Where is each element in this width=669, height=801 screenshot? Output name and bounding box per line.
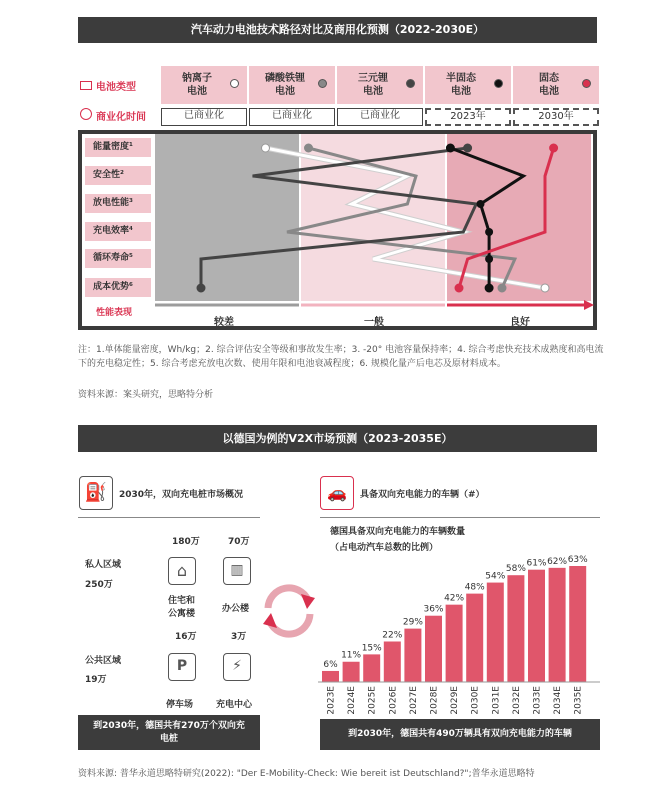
office-building-icon: ▥ (223, 557, 251, 585)
chart-subtitle-1: 德国具备双向充电能力的车辆数量 (330, 527, 466, 537)
battery-header-0: 钠离子 电池 (161, 66, 247, 104)
residential-top-value: 180万 (172, 537, 200, 547)
scale-poor: 较差 (214, 317, 234, 328)
category-label-2031E: 2031E (491, 686, 502, 715)
section1-title: 汽车动力电池技术路径对比及商用化预测（2022-2030E） (78, 17, 597, 43)
category-label-2028E: 2028E (429, 686, 440, 715)
charging-pile-icon: ⛽ (79, 476, 113, 510)
private-value: 250万 (85, 580, 113, 590)
bar-2026E (384, 641, 401, 682)
battery-type-label: 电池类型 (96, 82, 136, 93)
bar-label-2024E: 11% (341, 650, 362, 661)
chart-subtitle-2: （占电动汽车总数的比例） (330, 543, 439, 553)
house-icon: ⌂ (168, 557, 196, 585)
commercial-time-0: 已商业化 (161, 108, 247, 126)
bar-label-2033E: 61% (526, 558, 547, 569)
office-bottom-value: 3万 (231, 632, 247, 642)
performance-label: 性能表现 (96, 308, 133, 318)
category-label-2025E: 2025E (367, 686, 378, 715)
bar-2033E (528, 570, 545, 682)
charging-center-label: 充电中心 (216, 700, 253, 710)
criterion-3: 充电效率⁴ (85, 222, 151, 241)
office-top-value: 70万 (228, 537, 250, 547)
scale-average: 一般 (364, 317, 384, 328)
bar-2031E (487, 583, 504, 682)
commercial-time-3: 2023年 (425, 108, 511, 126)
bar-label-2034E: 62% (547, 556, 568, 567)
battery-header-4: 固态 电池 (513, 66, 599, 104)
bar-label-2035E: 63% (567, 555, 588, 565)
charging-center-icon: ⚡ (223, 653, 251, 681)
bar-label-2029E: 42% (444, 593, 465, 604)
right-footer: 到2030年，德国共有490万辆具有双向充电能力的车辆 (320, 719, 600, 750)
criterion-2: 放电性能³ (85, 194, 151, 213)
category-label-2030E: 2030E (470, 686, 481, 715)
criterion-0: 能量密度¹ (85, 138, 151, 157)
commercial-time-4: 2030年 (513, 108, 599, 126)
bar-2030E (466, 594, 483, 682)
category-label-2029E: 2029E (450, 686, 461, 715)
criterion-4: 循环寿命⁵ (85, 249, 151, 268)
left-footer: 到2030年，德国共有270万个双向充电桩 (78, 715, 260, 750)
bar-label-2030E: 48% (464, 582, 485, 593)
bar-2028E (425, 616, 442, 682)
bar-label-2023E: 6% (323, 659, 338, 670)
bar-2034E (549, 568, 566, 682)
public-value: 19万 (85, 675, 107, 685)
bar-2025E (363, 654, 380, 682)
bar-2035E (569, 566, 586, 682)
bar-2024E (343, 662, 360, 682)
ev-charging-icon: 🚗 (320, 476, 354, 510)
commercial-time-2: 已商业化 (337, 108, 423, 126)
public-label: 公共区域 (85, 656, 122, 666)
criterion-1: 安全性² (85, 166, 151, 185)
bar-label-2032E: 58% (505, 564, 526, 575)
right-panel-title: 具备双向充电能力的车辆（#） (360, 490, 485, 500)
section2-title: 以德国为例的V2X市场预测（2023-2035E） (78, 425, 597, 452)
parking-label: 停车场 (166, 700, 194, 710)
category-label-2024E: 2024E (347, 686, 358, 715)
bar-label-2026E: 22% (382, 630, 403, 641)
parking-icon: P (168, 653, 196, 681)
criterion-5: 成本优势⁶ (85, 278, 151, 297)
bar-label-2028E: 36% (423, 604, 444, 615)
bar-2027E (404, 629, 421, 682)
source-1: 资料来源：案头研究，思略特分析 (78, 390, 214, 400)
category-label-2035E: 2035E (573, 686, 584, 715)
category-label-2034E: 2034E (553, 686, 564, 715)
residential-bottom-value: 16万 (175, 632, 197, 642)
battery-header-1: 磷酸铁锂 电池 (249, 66, 335, 104)
bar-2032E (507, 575, 524, 682)
category-label-2026E: 2026E (388, 686, 399, 715)
bar-2023E (322, 671, 339, 682)
bar-label-2031E: 54% (485, 571, 506, 582)
category-label-2032E: 2032E (511, 686, 522, 715)
category-label-2023E: 2023E (326, 686, 337, 715)
bar-label-2025E: 15% (361, 643, 382, 654)
scale-good: 良好 (510, 317, 530, 328)
commercial-time-1: 已商业化 (249, 108, 335, 126)
bar-2029E (446, 605, 463, 682)
left-panel-title: 2030年，双向充电桩市场概况 (119, 490, 244, 500)
battery-header-3: 半固态 电池 (425, 66, 511, 104)
source-2: 资料来源: 普华永道思略特研究(2022): "Der E-Mobility-Check: Wie bereit ist Deutschland?";普华永道思略特 (78, 769, 535, 779)
commercial-time-label: 商业化时间 (96, 112, 146, 123)
bar-label-2027E: 29% (402, 617, 423, 628)
office-label: 办公楼 (222, 604, 250, 614)
private-label: 私人区域 (85, 560, 122, 570)
residential-label: 住宅和 公寓楼 (168, 596, 196, 619)
battery-header-2: 三元锂 电池 (337, 66, 423, 104)
category-label-2033E: 2033E (532, 686, 543, 715)
notes: 注：1.单体能量密度，Wh/kg；2. 综合评估安全等级和事故发生率；3. -20° 电池容量保持率；4. 综合考虑快充技术成熟度和高电流下的充电稳定性；5. 综合考虑充放电次数、使用年限和电池衰减程度；6. 规模化量产后电芯及原材料成本。 (78, 345, 604, 369)
category-label-2027E: 2027E (408, 686, 419, 715)
